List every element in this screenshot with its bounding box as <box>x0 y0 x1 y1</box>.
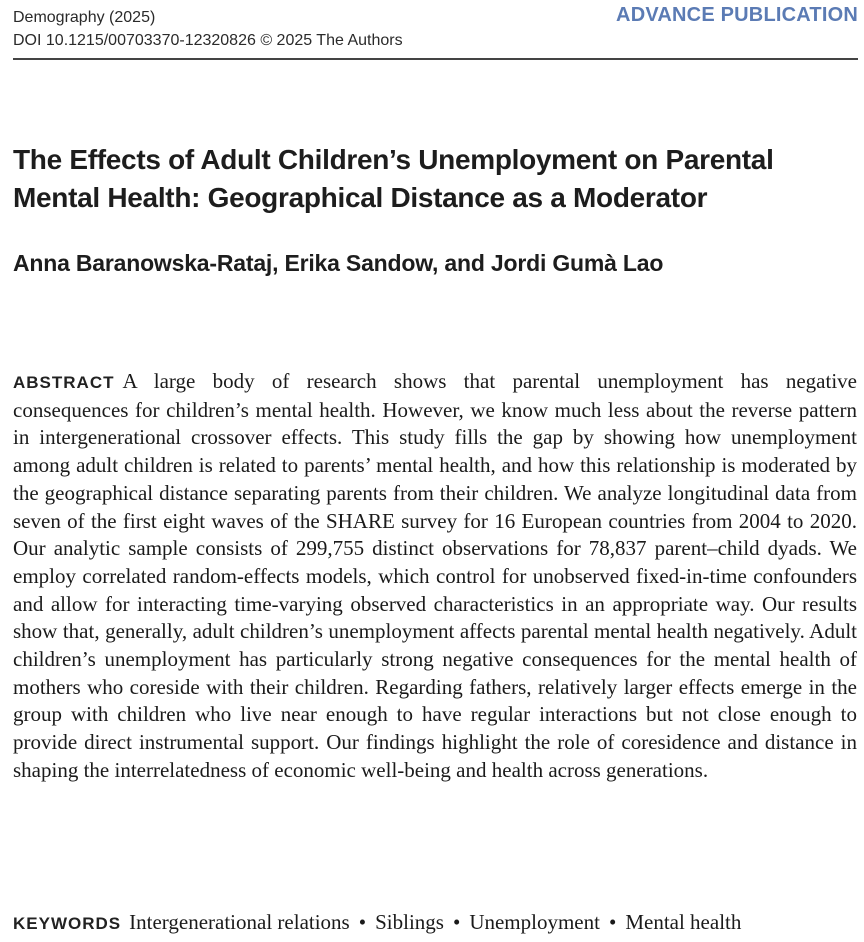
keyword-item: Mental health <box>625 910 742 934</box>
keyword-separator: • <box>452 910 461 934</box>
keywords-label: KEYWORDS <box>13 914 122 933</box>
keyword-item: Unemployment <box>469 910 600 934</box>
article-title: The Effects of Adult Children’s Unemployment on Parental Mental Health: Geographical Distance as a Moderator <box>13 144 774 213</box>
keyword-item: Siblings <box>375 910 444 934</box>
keywords <box>13 907 863 939</box>
advance-publication-label: ADVANCE PUBLICATION <box>616 4 858 26</box>
doi-line: DOI 10.1215/00703370-12320826 © 2025 The Authors <box>13 32 403 49</box>
article-authors: Anna Baranowska-Rataj, Erika Sandow, and Jordi Gumà Lao <box>13 250 664 276</box>
abstract-text: A large body of research shows that parental unemployment has negative consequences for children’s mental health. However, we know much less about the reverse pattern in intergenerational crossover effects. This study fills the gap by showing how unemployment among adult children is related to parents’ mental health, and how this relationship is moderated by the geographical distance separating parents from their children. We analyze longitudinal data from seven of the first eight waves of the SHARE survey for 16 European countries from 2004 to 2020. Our analytic sample consists of 299,755 distinct observations for 78,837 parent–child dyads. We employ correlated random-effects models, which control for unobserved fixed-in-time confounders and allow for interacting time-varying observed characteristics in an appropriate way. Our results show that, generally, adult children’s unemployment affects parental mental health negatively. Adult children’s unemployment has particularly strong negative consequences for the mental health of mothers who coreside with their children. Regarding fathers, relatively larger effects emerge in the group with children who live near enough to have regular interactions but not close enough to provide direct instrumental support. Our findings highlight the role of coresidence and distance in shaping the interrelatedness of economic well-being and health across generations. <box>13 369 857 782</box>
page-header <box>13 6 858 60</box>
keyword-item: Intergenerational relations <box>129 910 350 934</box>
abstract <box>13 368 857 785</box>
abstract-label: ABSTRACT <box>13 373 115 392</box>
keyword-separator: • <box>608 910 617 934</box>
keyword-separator: • <box>358 910 367 934</box>
journal-name: Demography (2025) <box>13 9 156 26</box>
